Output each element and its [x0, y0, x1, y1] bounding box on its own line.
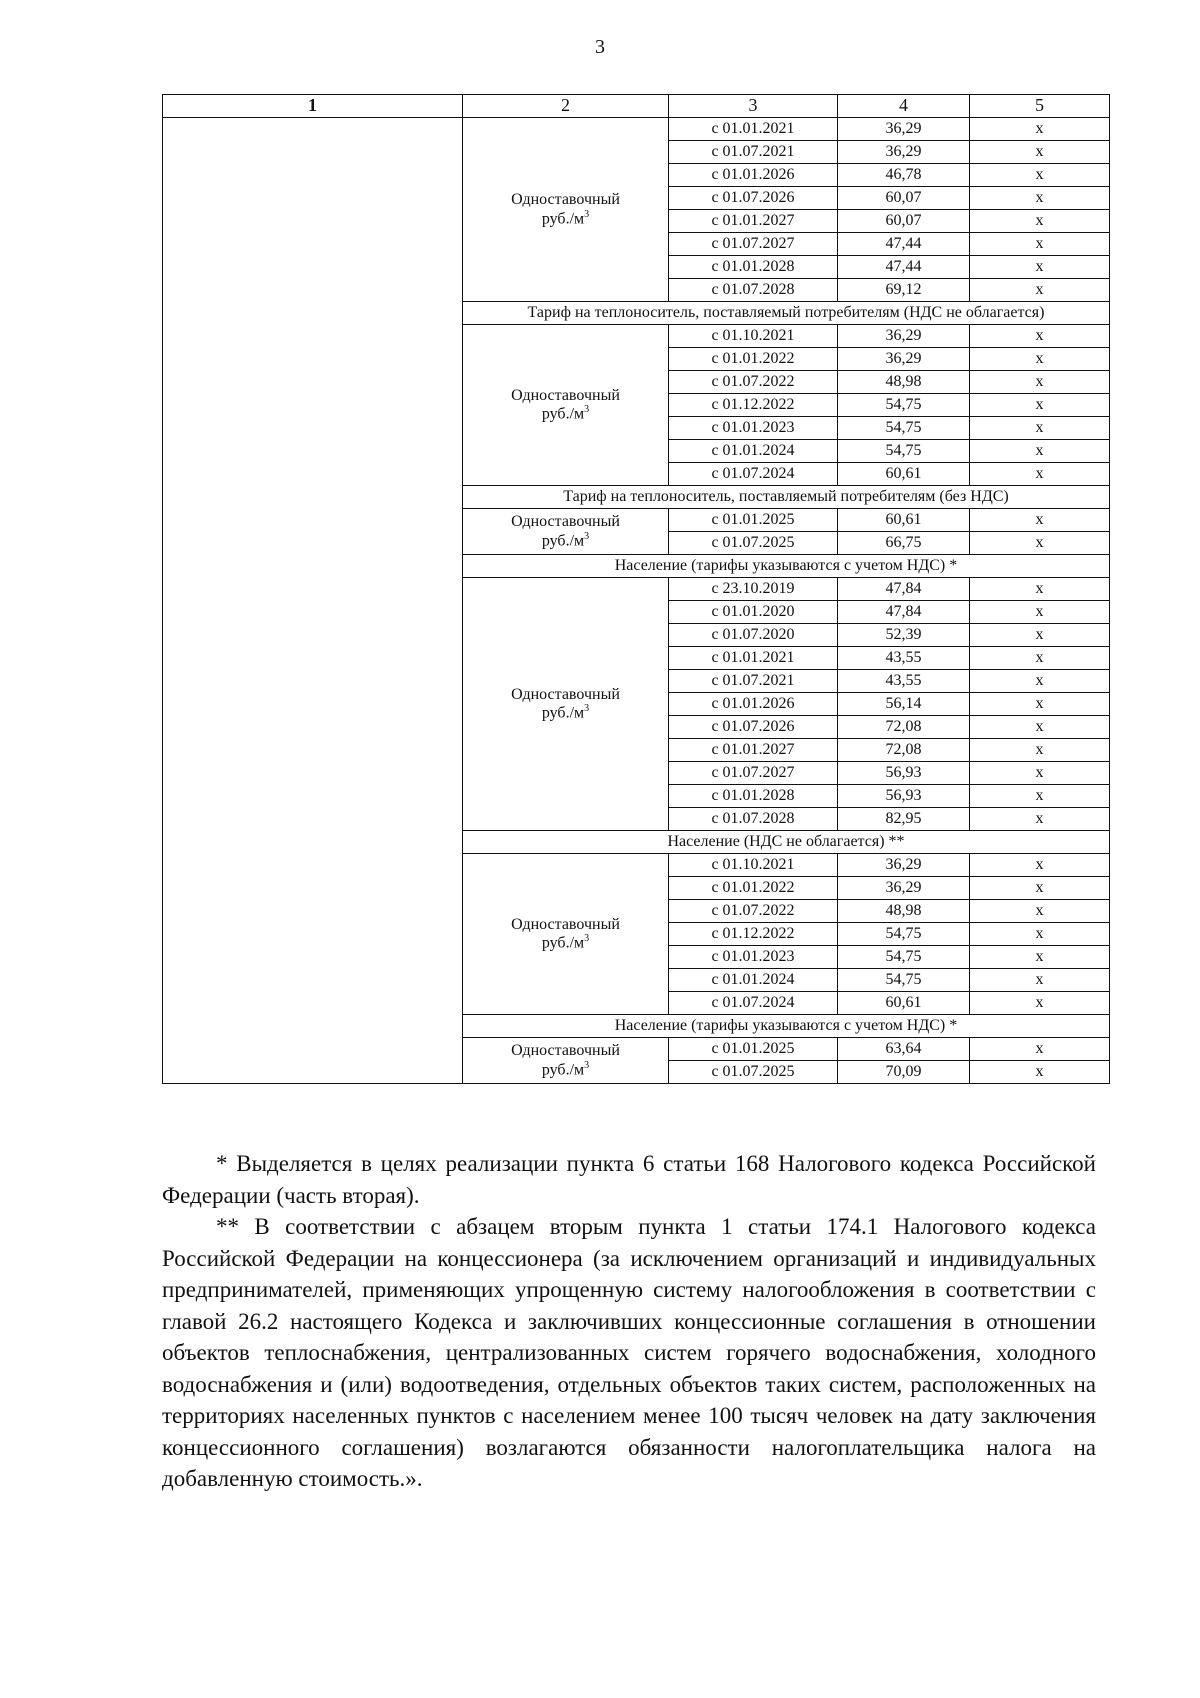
date-cell: с 01.07.2028 — [669, 279, 838, 302]
column-5-cell: х — [970, 578, 1110, 601]
column-5-cell: х — [970, 394, 1110, 417]
column-5-cell: х — [970, 693, 1110, 716]
section-title: Население (тарифы указываются с учетом НДС) * — [463, 1015, 1110, 1038]
value-cell: 69,12 — [838, 279, 970, 302]
tariff-kind-cell — [463, 325, 669, 486]
column-5-cell: х — [970, 141, 1110, 164]
tariff-unit — [463, 1060, 668, 1079]
column-number: 3 — [669, 95, 838, 118]
column-5-cell: х — [970, 118, 1110, 141]
date-cell: с 01.07.2027 — [669, 762, 838, 785]
column-5-cell: х — [970, 417, 1110, 440]
value-cell: 82,95 — [838, 808, 970, 831]
column-5-cell: х — [970, 946, 1110, 969]
footnote-vat: * Выделяется в целях реализации пункта 6 статьи 168 Налогового кодекса Российской Федерации (часть вторая). — [162, 1151, 1096, 1208]
tariff-unit — [463, 209, 668, 228]
date-cell: с 01.01.2024 — [669, 969, 838, 992]
unit-text: руб./м — [541, 704, 585, 722]
column-5-cell: х — [970, 509, 1110, 532]
value-cell: 72,08 — [838, 716, 970, 739]
unit-text: руб./м — [541, 532, 585, 550]
unit-text: руб./м — [541, 934, 585, 952]
tariff-kind-cell — [463, 509, 669, 555]
date-cell: с 01.01.2023 — [669, 417, 838, 440]
column-5-cell: х — [970, 992, 1110, 1015]
value-cell: 36,29 — [838, 141, 970, 164]
column-5-cell: х — [970, 463, 1110, 486]
date-cell: с 01.07.2025 — [669, 1061, 838, 1084]
value-cell: 56,14 — [838, 693, 970, 716]
column-5-cell: х — [970, 325, 1110, 348]
tariff-unit — [463, 703, 668, 722]
column-5-cell: х — [970, 1038, 1110, 1061]
tariff-kind: Одноставочный — [511, 191, 620, 209]
date-cell: с 01.07.2022 — [669, 371, 838, 394]
tariff-kind: Одноставочный — [511, 915, 620, 933]
value-cell: 43,55 — [838, 647, 970, 670]
value-cell: 36,29 — [838, 877, 970, 900]
tariff-unit — [463, 404, 668, 423]
section-title: Население (тарифы указываются с учетом НДС) * — [463, 555, 1110, 578]
date-cell: с 01.01.2021 — [669, 118, 838, 141]
column-5-cell: х — [970, 532, 1110, 555]
column-5-cell: х — [970, 233, 1110, 256]
date-cell: с 01.01.2026 — [669, 693, 838, 716]
value-cell: 60,61 — [838, 992, 970, 1015]
column-5-cell: х — [970, 969, 1110, 992]
date-cell: с 01.01.2024 — [669, 440, 838, 463]
page-number: 3 — [595, 36, 605, 58]
date-cell: с 01.07.2022 — [669, 900, 838, 923]
date-cell: с 01.01.2027 — [669, 739, 838, 762]
date-cell: с 01.01.2025 — [669, 509, 838, 532]
value-cell: 48,98 — [838, 371, 970, 394]
date-cell: с 01.01.2028 — [669, 256, 838, 279]
date-cell: с 01.07.2021 — [669, 670, 838, 693]
tariff-table — [162, 94, 1110, 1084]
unit-exponent: 3 — [584, 208, 590, 220]
value-cell: 48,98 — [838, 900, 970, 923]
value-cell: 54,75 — [838, 417, 970, 440]
tariff-kind: Одноставочный — [511, 513, 620, 531]
value-cell: 54,75 — [838, 946, 970, 969]
unit-text: руб./м — [541, 210, 585, 228]
section-title: Население (НДС не облагается) ** — [463, 831, 1110, 854]
unit-exponent: 3 — [584, 404, 590, 416]
date-cell: с 01.01.2023 — [669, 946, 838, 969]
column-number-row — [163, 95, 1110, 118]
tariff-kind: Одноставочный — [511, 386, 620, 404]
column-number: 2 — [463, 95, 669, 118]
column-5-cell: х — [970, 187, 1110, 210]
value-cell: 70,09 — [838, 1061, 970, 1084]
column-5-cell: х — [970, 624, 1110, 647]
column-number: 5 — [970, 95, 1110, 118]
value-cell: 36,29 — [838, 325, 970, 348]
date-cell: с 01.01.2021 — [669, 647, 838, 670]
date-cell: с 01.07.2021 — [669, 141, 838, 164]
value-cell: 60,61 — [838, 463, 970, 486]
value-cell: 54,75 — [838, 394, 970, 417]
footnote-concessionaire: ** В соответствии с абзацем вторым пункта 1 статьи 174.1 Налогового кодекса Российской Федерации на концессионера (за исключением организаций и индивидуальных предпринимателей, применяющих упрощенную систему налогообложения в соответствии с главой 26.2 настоящего Кодекса и заключивших концессионные соглашения в отношении объектов теплоснабжения, централизованных систем горячего водоснабжения, холодного водоснабжения и (или) водоотведения, отдельных объектов таких систем, расположенных на территориях населенных пунктов с населением менее 100 тысяч человек на дату заключения концессионного соглашения) возлагаются обязанности налогоплательщика налога на добавленную стоимость.». — [162, 1214, 1096, 1491]
column-5-cell: х — [970, 601, 1110, 624]
unit-exponent: 3 — [584, 530, 590, 542]
date-cell: с 01.01.2025 — [669, 1038, 838, 1061]
date-cell: с 01.01.2026 — [669, 164, 838, 187]
column-5-cell: х — [970, 808, 1110, 831]
column-5-cell: х — [970, 762, 1110, 785]
footnotes — [162, 1148, 1096, 1495]
column-5-cell: х — [970, 440, 1110, 463]
tariff-kind: Одноставочный — [511, 685, 620, 703]
date-cell: с 01.10.2021 — [669, 325, 838, 348]
unit-exponent: 3 — [584, 933, 590, 945]
value-cell: 36,29 — [838, 348, 970, 371]
unit-text: руб./м — [541, 1061, 585, 1079]
value-cell: 47,44 — [838, 233, 970, 256]
column-5-cell: х — [970, 256, 1110, 279]
date-cell: с 01.07.2028 — [669, 808, 838, 831]
tariff-kind-cell — [463, 1038, 669, 1084]
tariff-unit — [463, 531, 668, 550]
column-number: 4 — [838, 95, 970, 118]
column-1-cell — [163, 118, 463, 1084]
column-5-cell: х — [970, 854, 1110, 877]
date-cell: с 23.10.2019 — [669, 578, 838, 601]
value-cell: 56,93 — [838, 762, 970, 785]
column-5-cell: х — [970, 739, 1110, 762]
date-cell: с 01.01.2022 — [669, 877, 838, 900]
value-cell: 43,55 — [838, 670, 970, 693]
unit-exponent: 3 — [584, 1059, 590, 1071]
value-cell: 54,75 — [838, 969, 970, 992]
value-cell: 36,29 — [838, 854, 970, 877]
date-cell: с 01.01.2020 — [669, 601, 838, 624]
value-cell: 60,07 — [838, 187, 970, 210]
date-cell: с 01.01.2027 — [669, 210, 838, 233]
date-cell: с 01.07.2027 — [669, 233, 838, 256]
column-5-cell: х — [970, 877, 1110, 900]
value-cell: 72,08 — [838, 739, 970, 762]
date-cell: с 01.01.2028 — [669, 785, 838, 808]
value-cell: 56,93 — [838, 785, 970, 808]
column-5-cell: х — [970, 900, 1110, 923]
tariff-unit — [463, 933, 668, 952]
column-5-cell: х — [970, 371, 1110, 394]
value-cell: 47,84 — [838, 601, 970, 624]
value-cell: 46,78 — [838, 164, 970, 187]
column-5-cell: х — [970, 647, 1110, 670]
column-5-cell: х — [970, 923, 1110, 946]
date-cell: с 01.07.2025 — [669, 532, 838, 555]
tariff-kind: Одноставочный — [511, 1042, 620, 1060]
value-cell: 47,84 — [838, 578, 970, 601]
unit-text: руб./м — [541, 405, 585, 423]
column-5-cell: х — [970, 785, 1110, 808]
date-cell: с 01.01.2022 — [669, 348, 838, 371]
tariff-kind-cell — [463, 118, 669, 302]
date-cell: с 01.12.2022 — [669, 923, 838, 946]
value-cell: 47,44 — [838, 256, 970, 279]
section-title: Тариф на теплоноситель, поставляемый потребителям (НДС не облагается) — [463, 302, 1110, 325]
column-5-cell: х — [970, 1061, 1110, 1084]
value-cell: 52,39 — [838, 624, 970, 647]
tariff-row — [163, 118, 1110, 141]
value-cell: 54,75 — [838, 923, 970, 946]
column-5-cell: х — [970, 670, 1110, 693]
date-cell: с 01.07.2026 — [669, 716, 838, 739]
date-cell: с 01.12.2022 — [669, 394, 838, 417]
unit-exponent: 3 — [584, 703, 590, 715]
column-5-cell: х — [970, 164, 1110, 187]
section-title: Тариф на теплоноситель, поставляемый потребителям (без НДС) — [463, 486, 1110, 509]
value-cell: 36,29 — [838, 118, 970, 141]
column-5-cell: х — [970, 279, 1110, 302]
tariff-kind-cell — [463, 854, 669, 1015]
date-cell: с 01.07.2026 — [669, 187, 838, 210]
tariff-kind-cell — [463, 578, 669, 831]
date-cell: с 01.10.2021 — [669, 854, 838, 877]
value-cell: 54,75 — [838, 440, 970, 463]
value-cell: 60,07 — [838, 210, 970, 233]
date-cell: с 01.07.2020 — [669, 624, 838, 647]
column-5-cell: х — [970, 348, 1110, 371]
value-cell: 66,75 — [838, 532, 970, 555]
column-5-cell: х — [970, 716, 1110, 739]
column-number: 1 — [163, 95, 463, 118]
date-cell: с 01.07.2024 — [669, 463, 838, 486]
column-5-cell: х — [970, 210, 1110, 233]
date-cell: с 01.07.2024 — [669, 992, 838, 1015]
value-cell: 60,61 — [838, 509, 970, 532]
value-cell: 63,64 — [838, 1038, 970, 1061]
